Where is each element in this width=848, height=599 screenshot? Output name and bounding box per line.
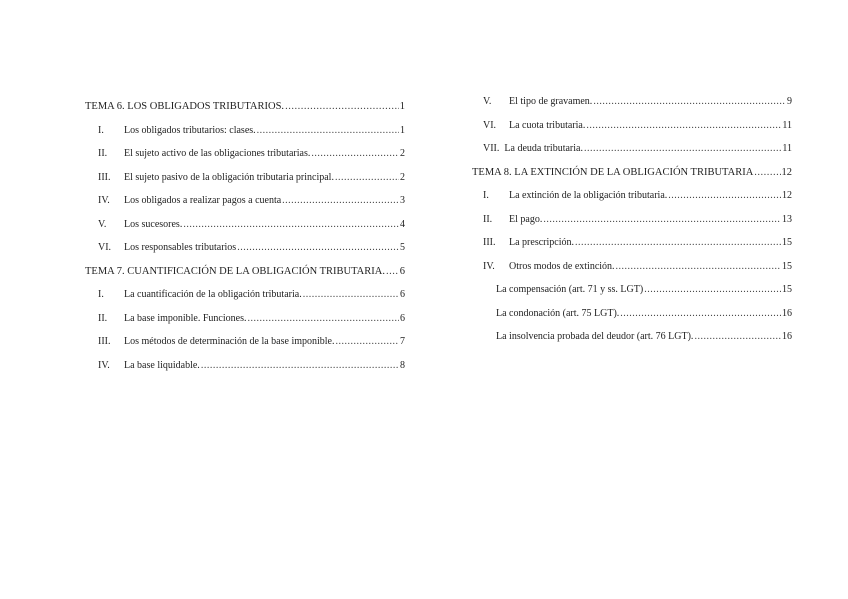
toc-entry[interactable] (472, 137, 792, 161)
dot-leader (584, 143, 781, 154)
toc-entry-number: IV. (483, 260, 495, 272)
toc-entry-number: II. (98, 312, 108, 324)
dot-leader (237, 242, 399, 253)
toc-entry-number: III. (98, 336, 111, 348)
toc-page-number: 6 (400, 312, 405, 324)
toc-entry[interactable] (472, 90, 792, 114)
toc-entry-title: Los sucesores. (124, 218, 183, 230)
dot-leader (282, 195, 399, 206)
toc-page-number: 9 (787, 96, 792, 108)
toc-entry-number: I. (98, 124, 104, 136)
toc-page-number: 2 (400, 148, 405, 160)
toc-page-number: 16 (782, 331, 792, 343)
toc-entry[interactable] (85, 354, 405, 378)
toc-entry-title: La condonación (art. 75 LGT). (496, 307, 620, 319)
toc-page-number: 7 (400, 336, 405, 348)
dot-leader (586, 120, 781, 131)
dot-leader (575, 237, 781, 248)
toc-heading[interactable] (472, 161, 792, 185)
toc-right-column (472, 90, 792, 349)
toc-page-number: 16 (782, 307, 792, 319)
toc-entry-title: La insolvencia probada del deudor (art. 76 LGT). (496, 331, 694, 343)
toc-page-number: 15 (782, 237, 792, 249)
toc-entry-title: TEMA 7. CUANTIFICACIÓN DE LA OBLIGACIÓN TRIBUTARIA. (85, 265, 385, 277)
toc-page-number: 15 (782, 260, 792, 272)
toc-page-number: 5 (400, 242, 405, 254)
toc-heading[interactable] (85, 95, 405, 119)
toc-entry[interactable] (85, 283, 405, 307)
toc-entry[interactable] (472, 114, 792, 138)
toc-entry-number: VI. (483, 119, 497, 131)
toc-entry[interactable] (85, 330, 405, 354)
toc-entry-title: La extinción de la obligación tributaria. (509, 190, 668, 202)
toc-entry-number: I. (483, 190, 489, 202)
toc-entry-number: II. (98, 148, 108, 160)
dot-leader (668, 190, 781, 201)
toc-entry-title: La cuantificación de la obligación tributaria. (124, 289, 302, 301)
dot-leader (257, 125, 399, 136)
toc-entry-title: Los responsables tributarios (124, 242, 237, 254)
toc-entry-number: III. (483, 237, 496, 249)
toc-page-number: 6 (399, 265, 405, 277)
dot-leader (386, 266, 399, 277)
toc-entry-title: La cuota tributaria. (509, 119, 586, 131)
toc-entry[interactable] (85, 166, 405, 190)
toc-entry-title: Otros modos de extinción. (509, 260, 615, 272)
toc-entry[interactable] (472, 231, 792, 255)
toc-entry-number: IV. (98, 359, 110, 371)
toc-entry[interactable] (85, 119, 405, 143)
toc-entry-title: Los obligados tributarios: clases. (124, 124, 256, 136)
toc-entry[interactable] (85, 213, 405, 237)
toc-entry-title: Los obligados a realizar pagos a cuenta (124, 195, 282, 207)
toc-entry-title: El sujeto pasivo de la obligación tributaria principal. (124, 171, 334, 183)
dot-leader (593, 96, 786, 107)
toc-page-number: 2 (400, 171, 405, 183)
toc-entry[interactable] (472, 302, 792, 326)
toc-entry-title: La base imponible. Funciones. (124, 312, 247, 324)
toc-entry-number: IV. (98, 195, 110, 207)
toc-entry-title: El pago. (509, 213, 543, 225)
toc-entry-number: V. (98, 218, 107, 230)
dot-leader (336, 336, 400, 347)
toc-heading[interactable] (85, 260, 405, 284)
toc-page-number: 1 (399, 101, 405, 113)
dot-leader (183, 219, 399, 230)
toc-entry-number: I. (98, 289, 104, 301)
toc-page-number: 6 (400, 289, 405, 301)
toc-entry[interactable] (85, 189, 405, 213)
toc-entry-title: La deuda tributaria. (504, 143, 583, 155)
toc-entry[interactable] (85, 307, 405, 331)
toc-entry-title: La compensación (art. 71 y ss. LGT) (496, 284, 644, 296)
toc-entry[interactable] (472, 278, 792, 302)
toc-page-number: 8 (400, 359, 405, 371)
toc-page-number: 12 (781, 166, 792, 178)
toc-entry-number: II. (483, 213, 493, 225)
toc-page-number: 12 (782, 190, 792, 202)
toc-page-number: 1 (400, 124, 405, 136)
toc-entry-title: TEMA 6. LOS OBLIGADOS TRIBUTARIOS. (85, 101, 285, 113)
dot-leader (543, 214, 781, 225)
toc-entry-title: El tipo de gravamen. (509, 96, 593, 108)
toc-entry-number: VII. (483, 143, 500, 155)
toc-entry-title: TEMA 8. LA EXTINCIÓN DE LA OBLIGACIÓN TRIBUTARIA (472, 166, 754, 178)
toc-page-number: 4 (400, 218, 405, 230)
dot-leader (754, 167, 780, 178)
toc-entry[interactable] (85, 236, 405, 260)
dot-leader (620, 308, 781, 319)
toc-page-number: 11 (782, 119, 792, 131)
toc-page-number: 11 (782, 143, 792, 155)
dot-leader (285, 101, 399, 112)
dot-leader (247, 313, 399, 324)
dot-leader (335, 172, 399, 183)
toc-left-column (85, 95, 405, 377)
toc-entry-title: El sujeto activo de las obligaciones tributarias. (124, 148, 311, 160)
toc-entry[interactable] (472, 208, 792, 232)
toc-entry-number: III. (98, 171, 111, 183)
toc-entry[interactable] (472, 184, 792, 208)
dot-leader (303, 289, 399, 300)
toc-page-number: 15 (782, 284, 792, 296)
dot-leader (201, 360, 399, 371)
toc-entry-number: V. (483, 96, 492, 108)
toc-entry[interactable] (472, 325, 792, 349)
dot-leader (644, 284, 781, 295)
dot-leader (694, 331, 781, 342)
toc-entry-title: Los métodos de determinación de la base imponible. (124, 336, 335, 348)
toc-page-number: 3 (400, 195, 405, 207)
toc-entry-title: La prescripción. (509, 237, 574, 249)
dot-leader (311, 148, 399, 159)
toc-entry-number: VI. (98, 242, 112, 254)
toc-entry[interactable] (472, 255, 792, 279)
toc-page-number: 13 (782, 213, 792, 225)
toc-entry[interactable] (85, 142, 405, 166)
toc-entry-title: La base liquidable. (124, 359, 200, 371)
dot-leader (616, 261, 781, 272)
